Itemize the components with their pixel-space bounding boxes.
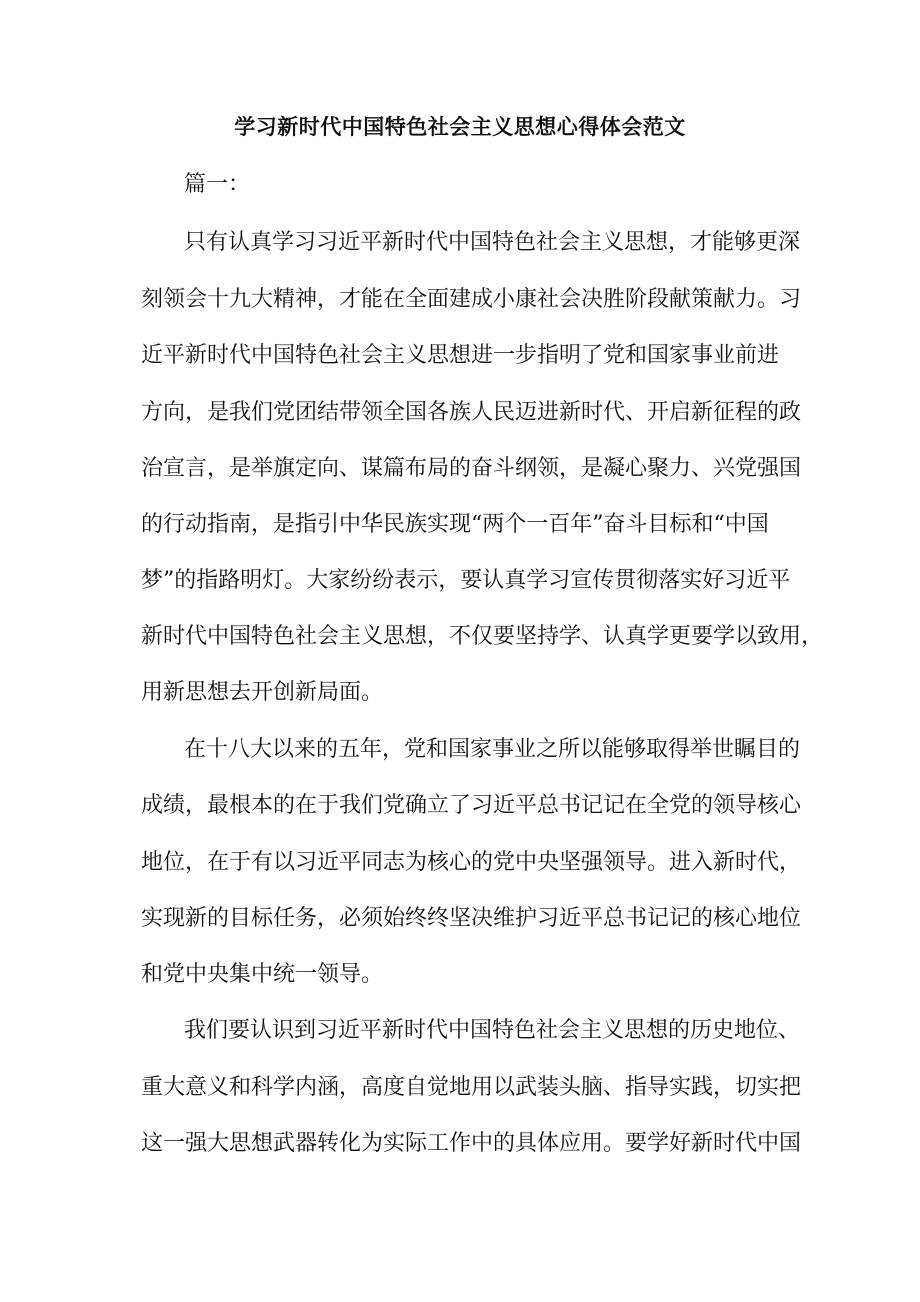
line-text: 成绩，最根本的在于我们党确立了习近平总书记记在全党的领导核心 xyxy=(141,793,802,818)
line-text: 新时代中国特色社会主义思想，不仅要坚持学、认真学更要学以致用， xyxy=(141,624,824,649)
line-text: 用新思想去开创新局面。 xyxy=(141,680,384,705)
line-text: 在十八大以来的五年，党和国家事业之所以能够取得举世瞩目的 xyxy=(184,737,801,762)
line-text: 我们要认识到习近平新时代中国特色社会主义思想的历史地位、 xyxy=(184,1018,801,1043)
line-text: 方向，是我们党团结带领全国各族人民迈进新时代、开启新征程的政 xyxy=(141,400,802,425)
line-text: 实现新的目标任务，必须始终终坚决维护习近平总书记记的核心地位 xyxy=(141,906,802,931)
line-text: 近平新时代中国特色社会主义思想进一步指明了党和国家事业前进 xyxy=(141,343,780,368)
line-text: 刻领会十九大精神，才能在全面建成小康社会决胜阶段献策献力。习 xyxy=(141,287,802,312)
line-text: 重大意义和科学内涵，高度自觉地用以武装头脑、指导实践，切实把 xyxy=(141,1075,802,1100)
line-text: 地位，在于有以习近平同志为核心的党中央坚强领导。进入新时代， xyxy=(141,850,802,875)
line-text: 只有认真学习习近平新时代中国特色社会主义思想，才能够更深 xyxy=(184,230,801,255)
line-text: 治宣言，是举旗定向、谋篇布局的奋斗纲领，是凝心聚力、兴党强国 xyxy=(141,456,802,481)
section-label: 篇一： xyxy=(184,172,251,197)
line-text: 梦”的指路明灯。大家纷纷表示，要认真学习宣传贯彻落实好习近平 xyxy=(141,568,791,593)
line-text: 的行动指南，是指引中华民族实现“两个一百年”奋斗目标和“中国 xyxy=(141,512,769,537)
line-text: 这一强大思想武器转化为实际工作中的具体应用。要学好新时代中国 xyxy=(141,1131,802,1156)
document-title: 学习新时代中国特色社会主义思想心得体会范文 xyxy=(234,114,686,139)
line-text: 和党中央集中统一领导。 xyxy=(141,962,384,987)
